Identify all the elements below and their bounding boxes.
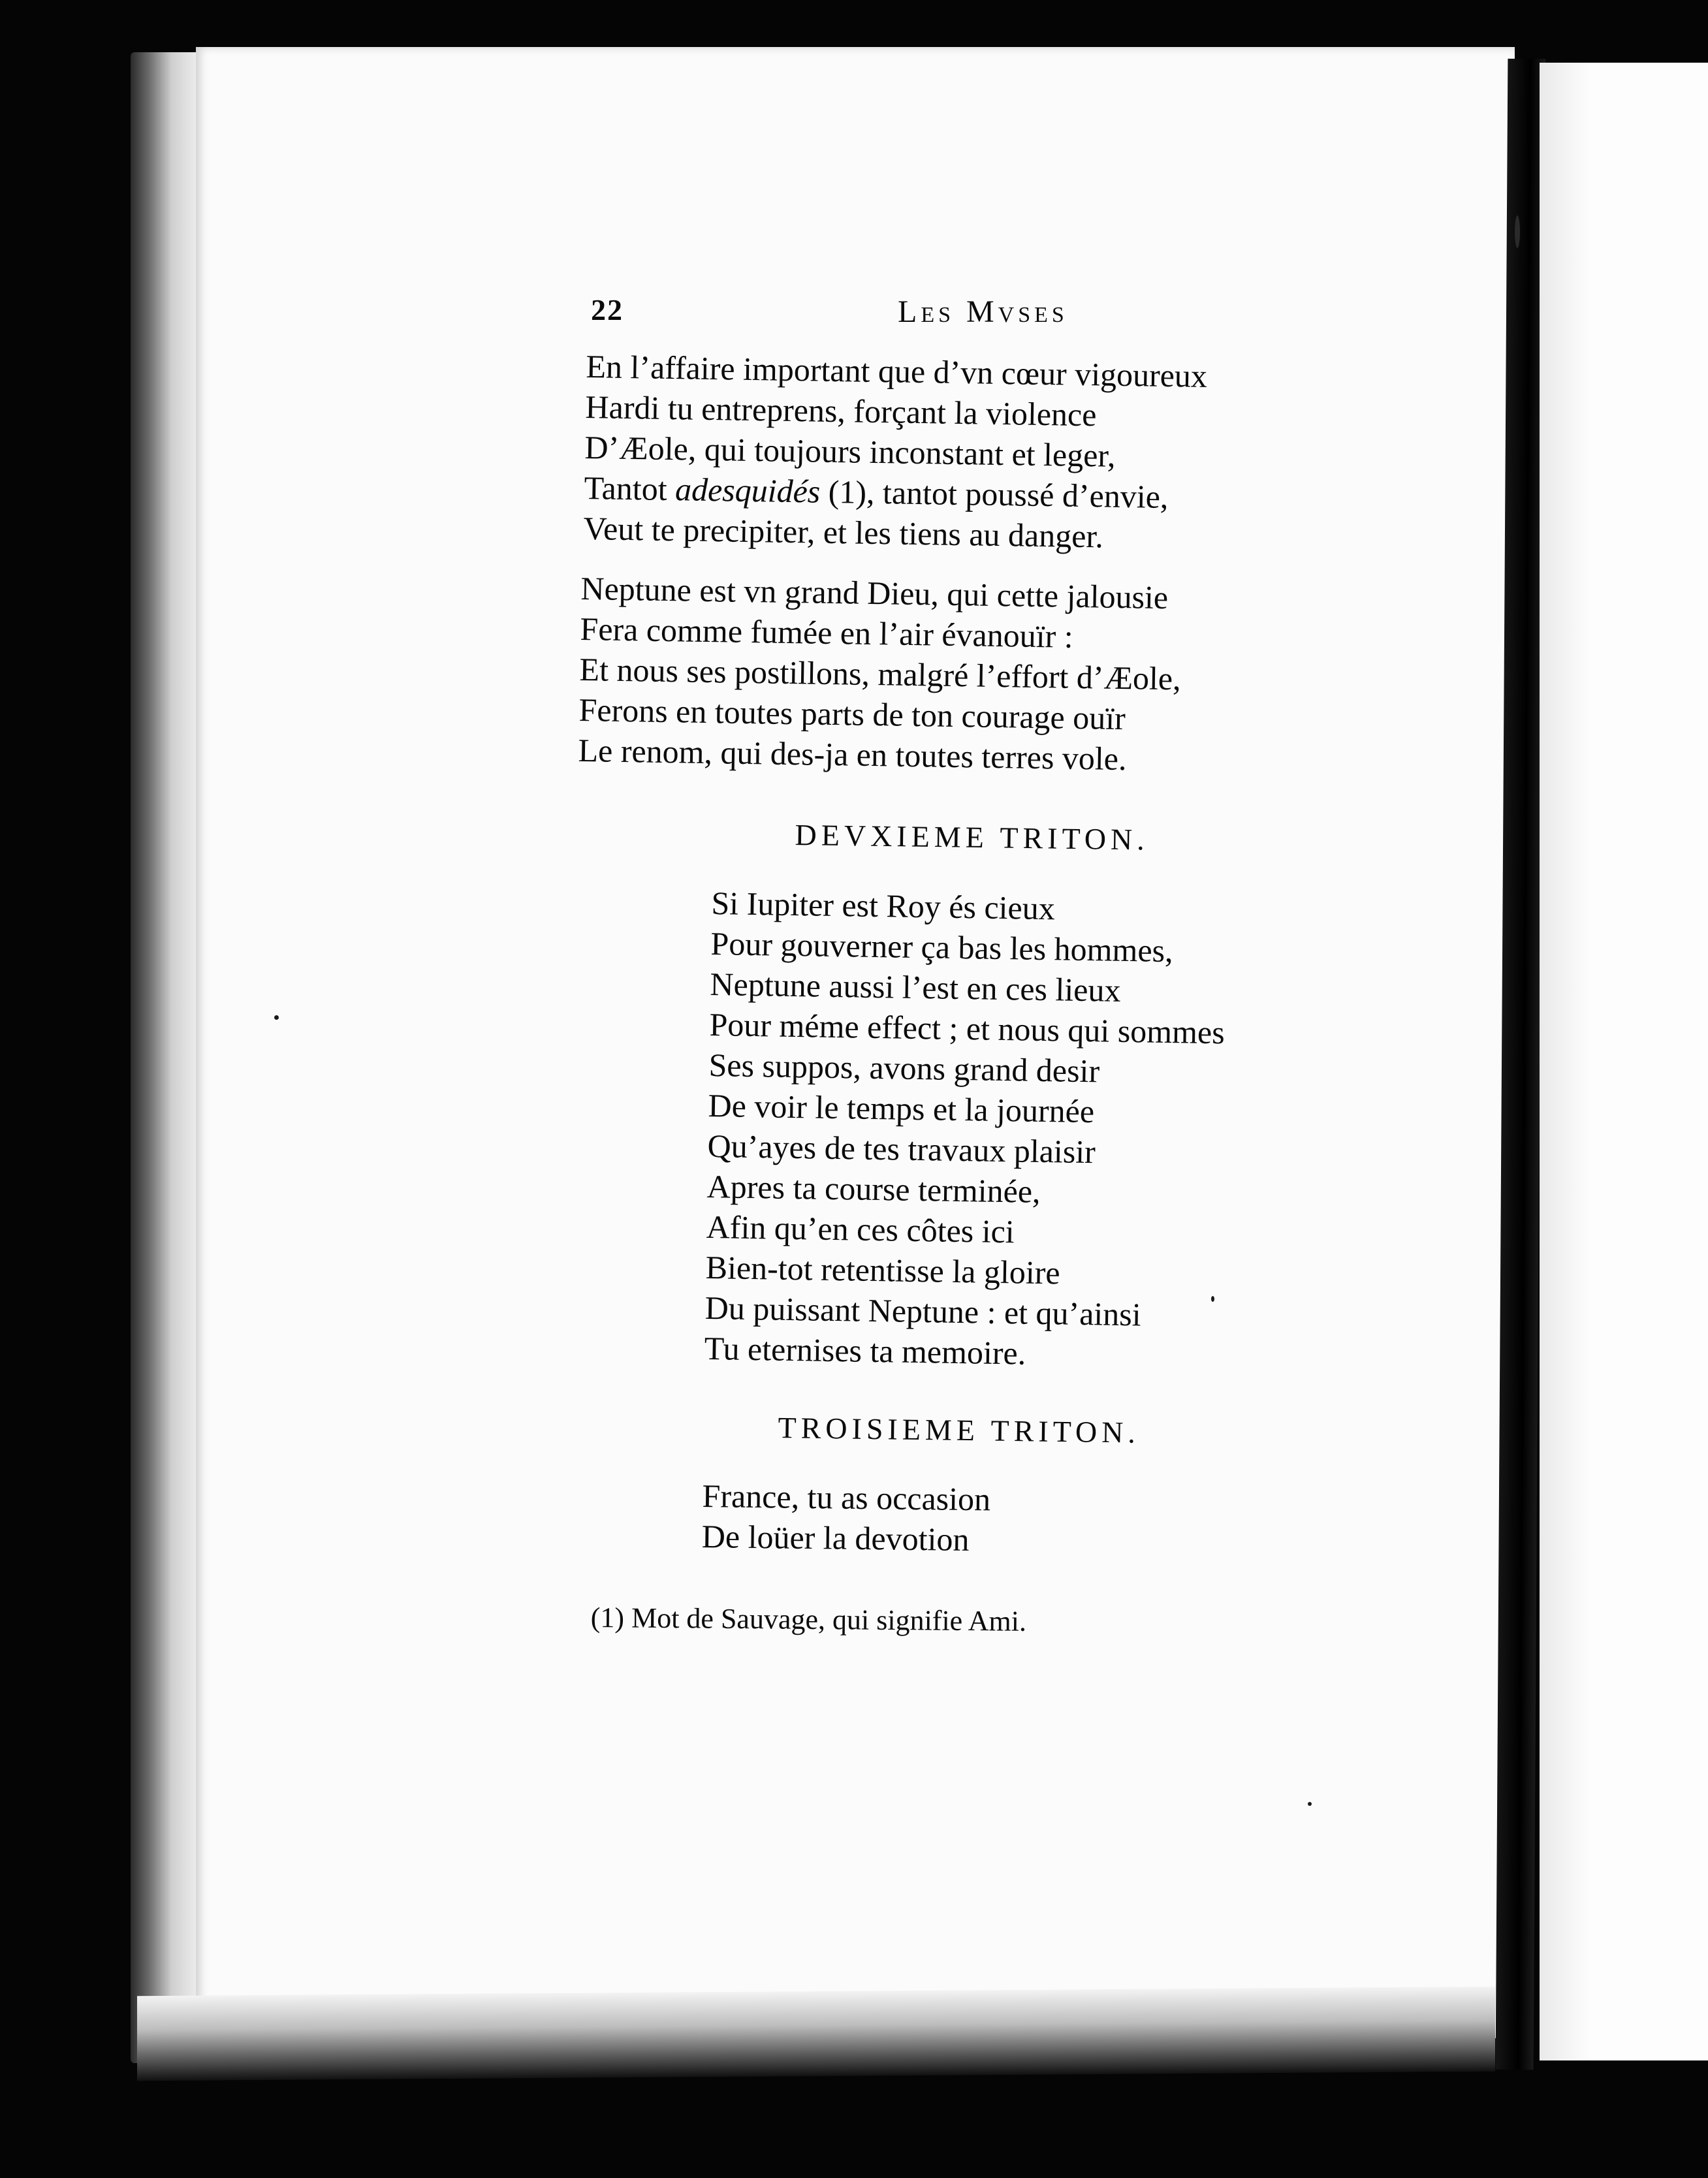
verse-line: France, tu as occasion bbox=[702, 1477, 991, 1518]
scan-speck bbox=[274, 1015, 279, 1020]
stanza-4 bbox=[701, 1476, 990, 1560]
verse-line: Bien-tot retentisse la gloire bbox=[705, 1248, 1061, 1291]
verse-line: Et nous ses postillons, malgré l’effort d’Æole, bbox=[579, 650, 1182, 697]
stanza-1 bbox=[583, 346, 1207, 558]
stanza-2 bbox=[578, 568, 1182, 780]
scan-speck bbox=[1308, 1802, 1312, 1806]
verse-text: (1), tantot poussé d’envie, bbox=[819, 473, 1169, 516]
verse-line: Neptune est vn grand Dieu, qui cette jalousie bbox=[580, 569, 1169, 616]
verse-line: Le renom, qui des-ja en toutes terres vole. bbox=[578, 731, 1127, 778]
verse-line: Pour gouverner ça bas les hommes, bbox=[710, 924, 1174, 970]
page-number: 22 bbox=[591, 293, 624, 326]
verse-line: De loüer la devotion bbox=[701, 1517, 970, 1558]
verse-line: Pour méme effect ; et nous qui sommes bbox=[709, 1005, 1226, 1051]
italic-word: adesquidés bbox=[674, 471, 821, 510]
running-head: Les Mvses bbox=[898, 294, 1068, 329]
verse-line: De voir le temps et la journée bbox=[708, 1086, 1095, 1130]
bottom-page-edge bbox=[137, 1987, 1495, 2081]
verse-line: En l’affaire important que d’vn cœur vigoureux bbox=[586, 347, 1208, 394]
verse-line: Hardi tu entreprens, forçant la violence bbox=[585, 388, 1097, 434]
footnote: (1) Mot de Sauvage, qui signifie Ami. bbox=[590, 1602, 1027, 1637]
scan-speck bbox=[1515, 215, 1520, 248]
verse-line: D’Æole, qui toujours inconstant et leger, bbox=[584, 428, 1116, 474]
verse-line: Si Iupiter est Roy és cieux bbox=[711, 884, 1056, 927]
verse-line: Afin qu’en ces côtes ici bbox=[706, 1208, 1015, 1250]
verse-text: Tantot bbox=[584, 469, 676, 508]
verse-line: Ses suppos, avons grand desir bbox=[708, 1046, 1100, 1090]
verse-line: Fera comme fumée en l’air évanouïr : bbox=[580, 610, 1074, 655]
section-heading: TROISIEME TRITON. bbox=[778, 1411, 1141, 1449]
verse-line: Du puissant Neptune : et qu’ainsi bbox=[704, 1289, 1142, 1333]
verse-line: Tu eternises ta memoire. bbox=[704, 1329, 1026, 1372]
verse-line: Neptune aussi l’est en ces lieux bbox=[710, 965, 1121, 1009]
section-heading: DEVXIEME TRITON. bbox=[795, 817, 1150, 857]
facing-page-edge bbox=[1540, 63, 1708, 2060]
verse-line: Ferons en toutes parts de ton courage ouïr bbox=[578, 691, 1126, 737]
verse-line: Apres ta course terminée, bbox=[706, 1167, 1041, 1210]
verse-line: Veut te precipiter, et les tiens au danger. bbox=[583, 509, 1104, 555]
stanza-3 bbox=[704, 883, 1227, 1376]
verse-line: Qu’ayes de tes travaux plaisir bbox=[707, 1127, 1096, 1171]
scan-speck bbox=[1211, 1296, 1214, 1302]
